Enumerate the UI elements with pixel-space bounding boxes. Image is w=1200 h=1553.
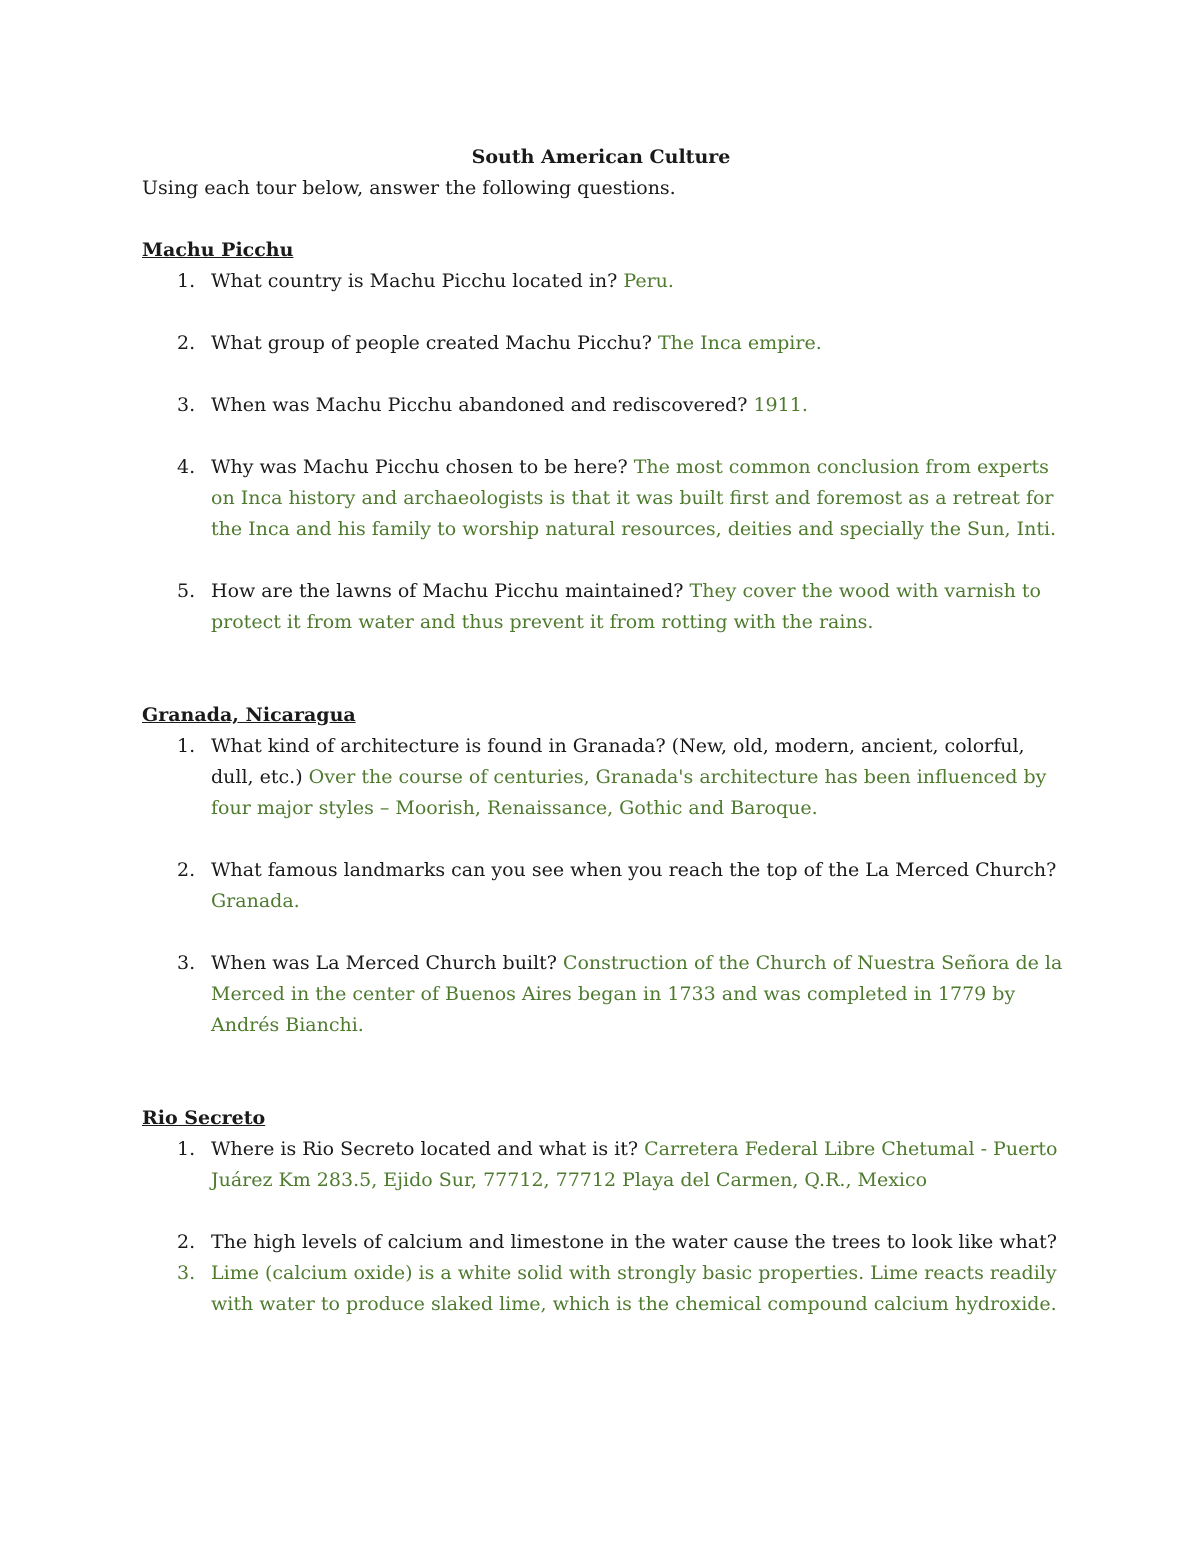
question-text: What country is Machu Picchu located in? xyxy=(211,270,624,292)
answer-text: They cover the wood with varnish to protect it from water and thus prevent it from rotting with the rains. xyxy=(211,580,1041,633)
section-machu-picchu xyxy=(142,235,1064,638)
spacer xyxy=(142,1196,1064,1227)
list-item xyxy=(142,576,1064,638)
section-spacer xyxy=(142,1041,1064,1103)
question-text: What famous landmarks can you see when you reach the top of the La Merced Church? xyxy=(211,859,1057,881)
answer-text: Over the course of centuries, Granada's architecture has been influenced by four major styles – Moorish, Renaissance, Gothic and Baroque. xyxy=(211,766,1047,819)
question-text: Where is Rio Secreto located and what is it? xyxy=(211,1138,645,1160)
item-number: 2. xyxy=(177,859,196,881)
section-heading: Rio Secreto xyxy=(142,1107,266,1129)
section-rio-secreto xyxy=(142,1103,1064,1320)
answer-text: 1911. xyxy=(753,394,808,416)
question-list xyxy=(142,731,1064,1041)
item-number: 2. xyxy=(177,1231,196,1253)
list-item xyxy=(142,328,1064,359)
item-number: 1. xyxy=(177,270,196,292)
list-item xyxy=(142,948,1064,1041)
item-number: 3. xyxy=(177,394,196,416)
item-number: 4. xyxy=(177,456,196,478)
spacer xyxy=(142,824,1064,855)
item-number: 1. xyxy=(177,1138,196,1160)
section-heading: Machu Picchu xyxy=(142,239,294,261)
answer-text: Lime (calcium oxide) is a white solid with strongly basic properties. Lime reacts readily with water to produce slaked lime, which is the chemical compound calcium hydroxide. xyxy=(211,1262,1057,1315)
question-text: When was Machu Picchu abandoned and rediscovered? xyxy=(211,394,754,416)
item-number: 1. xyxy=(177,735,196,757)
question-text: How are the lawns of Machu Picchu maintained? xyxy=(211,580,690,602)
question-text: Why was Machu Picchu chosen to be here? xyxy=(211,456,634,478)
spacer xyxy=(142,297,1064,328)
item-number: 2. xyxy=(177,332,196,354)
question-text: What group of people created Machu Picchu? xyxy=(211,332,658,354)
question-text: When was La Merced Church built? xyxy=(211,952,563,974)
question-list xyxy=(142,266,1064,638)
section-heading: Granada, Nicaragua xyxy=(142,704,356,726)
answer-text: The Inca empire. xyxy=(657,332,822,354)
answer-text: Carretera Federal Libre Chetumal - Puerto Juárez Km 283.5, Ejido Sur, 77712, 77712 Playa del Carmen, Q.R., Mexico xyxy=(211,1138,1058,1191)
list-item xyxy=(142,731,1064,824)
question-text: The high levels of calcium and limestone in the water cause the trees to look like what? xyxy=(211,1231,1057,1253)
item-number: 5. xyxy=(177,580,196,602)
list-item xyxy=(142,266,1064,297)
spacer xyxy=(142,917,1064,948)
list-item xyxy=(142,1258,1064,1320)
answer-text: Granada. xyxy=(211,890,300,912)
spacer xyxy=(142,421,1064,452)
list-item xyxy=(142,1134,1064,1196)
list-item xyxy=(142,390,1064,421)
answer-text: The most common conclusion from experts on Inca history and archaeologists is that it was built first and foremost as a retreat for the Inca and his family to worship natural resources, deities and specially the Sun, Inti. xyxy=(211,456,1057,540)
spacer xyxy=(142,359,1064,390)
document-title: South American Culture xyxy=(471,146,731,168)
item-number: 3. xyxy=(177,952,196,974)
answer-text: Construction of the Church of Nuestra Señora de la Merced in the center of Buenos Aires began in 1733 and was completed in 1779 by Andrés Bianchi. xyxy=(211,952,1063,1036)
item-number: 3. xyxy=(177,1262,196,1284)
question-list xyxy=(142,1134,1064,1320)
list-item xyxy=(142,452,1064,545)
list-item xyxy=(142,1227,1064,1258)
answer-text: Peru. xyxy=(623,270,674,292)
section-granada xyxy=(142,700,1064,1041)
section-spacer xyxy=(142,638,1064,700)
question-text: What kind of architecture is found in Granada? (New, old, modern, ancient, colorful, dull, etc.) xyxy=(211,735,1025,788)
spacer xyxy=(142,545,1064,576)
instructions: Using each tour below, answer the following questions. xyxy=(142,177,676,199)
list-item xyxy=(142,855,1064,917)
